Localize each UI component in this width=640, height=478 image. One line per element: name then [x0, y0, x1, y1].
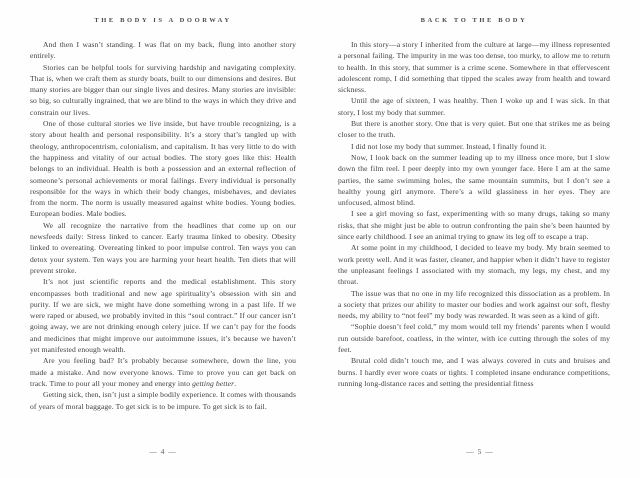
page-right	[320, 0, 640, 478]
page-body-right	[338, 39, 610, 389]
paragraph: Brutal cold didn’t touch me, and I was always covered in cuts and bruises and burns. I hardly ever wore coats or tights. I completed insane endurance competitions, running long-distance races and setting the presidential fitness	[338, 356, 610, 388]
paragraph: Until the age of sixteen, I was healthy. Then I woke up and I was sick. In that story, I lost my body that summer.	[338, 96, 610, 117]
paragraph: Are you feeling bad? It’s probably because somewhere, down the line, you made a mistake. And now everyone knows. Time to prove you can get back on track. Time to pour all your money and energy into getting better.	[30, 356, 296, 388]
paragraph: Now, I look back on the summer leading up to my illness once more, but I slow down the film reel. I peer deeply into my own younger face. Here I am at the same parties, the same swimming holes, the same mountain summits, but I don’t see a healthy young girl anymore. There’s a wild glassiness in her eyes. They are unfocused, almost blind.	[338, 152, 610, 208]
page-number-right: — 5 —	[466, 447, 494, 456]
paragraph: It’s not just scientific reports and the medical establishment. This story encompasses both traditional and new age spirituality’s obsession with sin and purity. If we are sick, we might have done something wrong in a past life. If we were raped or abused, we probably invited in this “soul contract.” If our cancer isn’t going away, we are not drinking enough celery juice. If we can’t pay for the foods and medicines that might improve our autoimmune issues, it’s because we haven’t yet manifested enough wealth.	[30, 277, 296, 355]
paragraph: In this story—a story I inherited from the culture at large—my illness represented a personal failing. The impurity in me was too dense, too murky, to allow me to return to health. In this story, that summer is a crime scene. Somewhere in that effervescent adolescent romp, I did something that tipped the scales away from health and toward sickness.	[338, 40, 610, 95]
paragraph: Getting sick, then, isn’t just a simple bodily experience. It comes with thousands of years of moral baggage. To get sick is to be impure. To get sick is to fail.	[30, 390, 296, 411]
paragraph: I did not lose my body that summer. Instead, I finally found it.	[351, 141, 547, 151]
paragraph: And then I wasn’t standing. I was flat on my back, flung into another story entirely.	[30, 40, 296, 61]
paragraph: At some point in my childhood, I decided to leave my body. My brain seemed to work pretty well. And it was faster, cleaner, and happier when it didn’t have to register the unpleasant feelings I associated with my stomach, my legs, my chest, and my throat.	[338, 243, 610, 287]
paragraph: Stories can be helpful tools for surviving hardship and navigating complexity. That is, when we craft them as sturdy boats, built to our dimensions and desires. But many stories are bigger than our single lives and desires. Many stories are invisible: so big, so culturally ingrained, that we are blind to the ways in which they drive and constrain our lives.	[30, 62, 296, 117]
running-header-left: THE BODY IS A DOORWAY	[94, 17, 232, 24]
paragraph: The issue was that no one in my life recognized this dissociation as a problem. In a society that prizes our ability to master our bodies and work against our soft, fleshy needs, my ability to “not feel” my body was rewarded. It was seen as a kind of gift.	[338, 288, 610, 321]
paragraph: We all recognize the narrative from the headlines that come up on our newsfeeds daily: Stress linked to cancer. Early trauma linked to obesity. Obesity linked to overeating. Overeating linked to poor impulse control. Ten ways you can detox your system. Ten ways you are harming your heart health. Ten diets that will prevent stroke.	[30, 220, 296, 275]
paragraph: “Sophie doesn’t feel cold,” my mom would tell my friends’ parents when I would run outside barefoot, coatless, in the winter, with ice cutting through the soles of my feet.	[338, 322, 610, 355]
running-header-right: BACK TO THE BODY	[420, 17, 528, 24]
page-body-left	[30, 39, 296, 412]
paragraph: One of those cultural stories we live inside, but have trouble recognizing, is a story about health and personal responsibility. It’s a story that’s tangled up with theology, anthropocentrism, colonialism, and capitalism. It has very little to do with the happiness and vitality of our actual bodies. The story goes like this: Health belongs to an individual. Health is both a possession and an external reflection of someone’s personal achievements or moral failings. Every individual is personally responsible for the ways in which their body changes, misbehaves, and deviates from the norm. The norm is usually measured against white bodies. Young bodies. European bodies. Male bodies.	[30, 119, 296, 219]
paragraph: But there is another story. One that is very quiet. But one that strikes me as being closer to the truth.	[338, 119, 610, 140]
paragraph: I see a girl moving so fast, experimenting with so many drugs, taking so many risks, that she might just be able to outrun confronting the pain she’s been haunted by since early childhood. I see an animal trying to gnaw its leg off to escape a trap.	[338, 209, 610, 242]
page-number-left: — 4 —	[149, 447, 177, 456]
